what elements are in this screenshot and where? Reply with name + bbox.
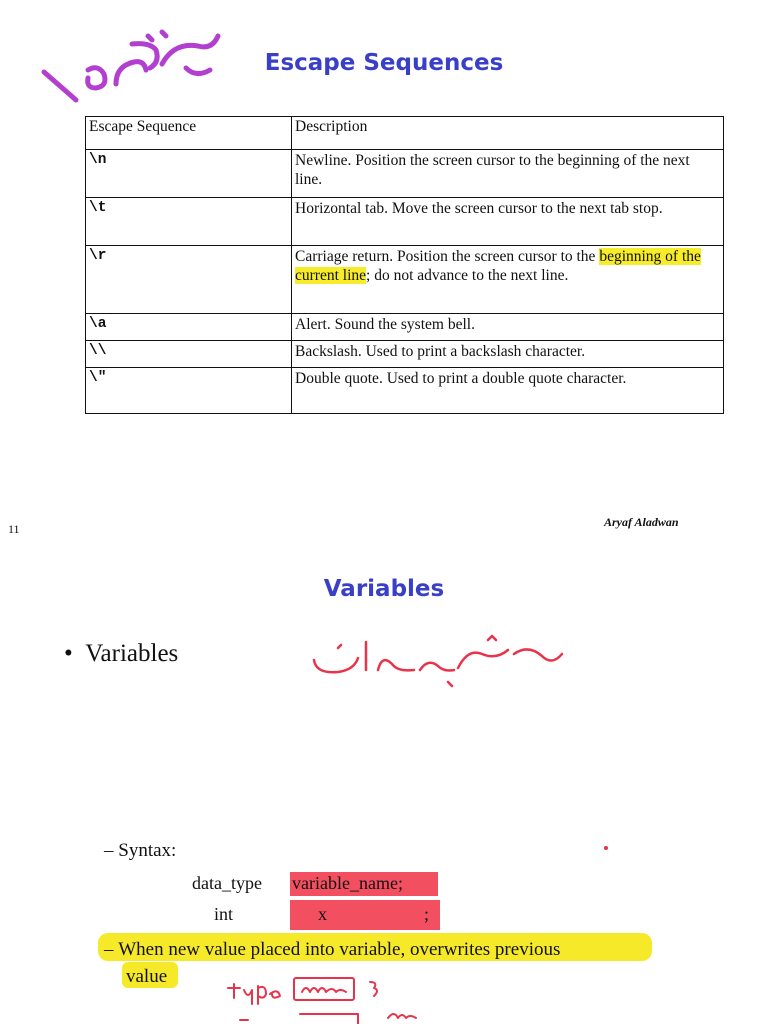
- slide-number: 11: [8, 522, 20, 536]
- author-name: Aryaf Aladwan: [604, 515, 679, 529]
- column-header-escape-sequence: Escape Sequence: [86, 117, 292, 150]
- column-header-description: Description: [292, 117, 724, 150]
- handwritten-annotation-red: [308, 630, 568, 700]
- escape-description: Backslash. Used to print a backslash character.: [292, 341, 724, 368]
- bullet-dot-icon: •: [64, 640, 73, 667]
- bullet-variables: [64, 640, 178, 668]
- escape-description: Double quote. Used to print a double quote character.: [292, 368, 724, 414]
- bullet-text: Variables: [85, 640, 179, 667]
- table-row: [86, 150, 724, 198]
- escape-code: \n: [86, 150, 292, 198]
- table-row: [86, 314, 724, 341]
- table-row: [86, 368, 724, 414]
- table-row: [86, 246, 724, 314]
- escape-description: Alert. Sound the system bell.: [292, 314, 724, 341]
- overwrite-note-line1: When new value placed into variable, overwrites previous: [118, 939, 561, 960]
- highlighted-text: beginning of the current line: [295, 248, 701, 284]
- highlight-box-red: [290, 900, 440, 930]
- escape-description: [292, 246, 724, 314]
- syntax-label-text: Syntax:: [118, 840, 177, 861]
- overwrite-note-line2: value: [126, 966, 168, 987]
- escape-description: Newline. Position the screen cursor to the beginning of the next line.: [292, 150, 724, 198]
- table-row: [86, 341, 724, 368]
- description-text: ; do not advance to the next line.: [366, 267, 569, 284]
- escape-code: \a: [86, 314, 292, 341]
- escape-code: \": [86, 368, 292, 414]
- syntax-data-type: data_type: [192, 873, 262, 893]
- table-row: [86, 198, 724, 246]
- table-header-row: [86, 117, 724, 150]
- dash-icon: –: [104, 939, 114, 960]
- slide-title-variables: Variables: [323, 576, 445, 602]
- red-dot-mark: [604, 846, 608, 850]
- escape-code: \\: [86, 341, 292, 368]
- escape-code: \r: [86, 246, 292, 314]
- escape-code: \t: [86, 198, 292, 246]
- handwritten-sketch-bottom: [220, 970, 480, 1024]
- example-semicolon: ;: [424, 904, 430, 924]
- description-text: Carriage return. Position the screen cursor to the: [295, 248, 600, 265]
- syntax-variable-name: variable_name;: [292, 873, 403, 893]
- syntax-label: [104, 840, 176, 862]
- slide-title-escape-sequences: Escape Sequences: [264, 50, 504, 76]
- escape-description: Horizontal tab. Move the screen cursor to the next tab stop.: [292, 198, 724, 246]
- escape-sequence-table: [85, 116, 724, 414]
- example-name-x: x: [318, 904, 327, 924]
- dash-icon: –: [104, 840, 114, 861]
- example-type-int: int: [214, 904, 234, 924]
